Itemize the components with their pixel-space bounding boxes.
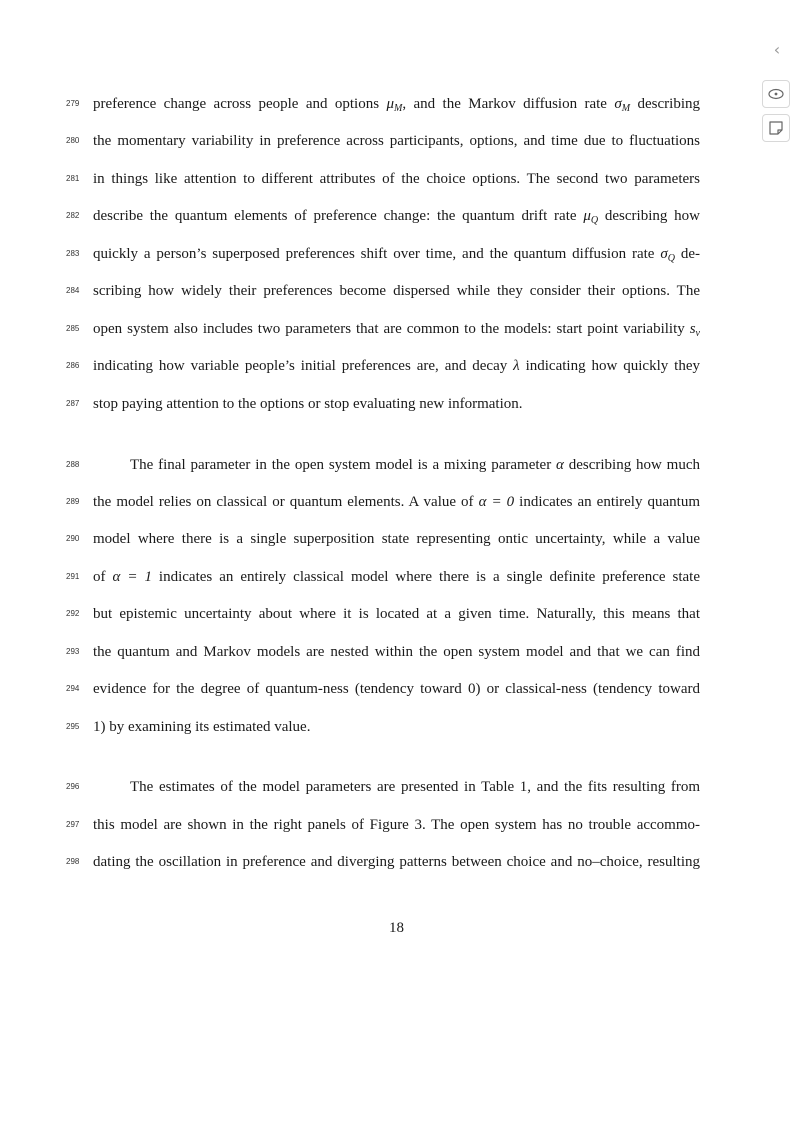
- text-line: the quantum and Markov models are nested within the open system model and that we can find: [93, 644, 700, 660]
- text-line: indicating how variable people’s initial preferences are, and decay λ indicating how quickly they: [93, 358, 700, 374]
- text-line: open system also includes two parameters that are common to the models: start point variability $s_v$: [93, 321, 700, 339]
- line-number: 280: [66, 136, 80, 145]
- text-line: the model relies on classical or quantum elements. A value of α = 0 indicates an entirely quantum: [93, 494, 700, 510]
- line-number: 279: [66, 99, 80, 108]
- line-number: 294: [66, 684, 80, 693]
- sticky-note-icon: [768, 120, 784, 136]
- text-line: but epistemic uncertainty about where it is located at a given time. Naturally, this means that: [93, 606, 700, 622]
- text-line: The final parameter in the open system model is a mixing parameter α describing how much: [130, 457, 701, 473]
- page-number: 18: [389, 920, 404, 936]
- collapse-sidebar-button[interactable]: [769, 40, 785, 60]
- notes-button[interactable]: [762, 114, 790, 142]
- text-line: describe the quantum elements of preference change: the quantum drift rate $\mu_Q$ describing how: [93, 208, 700, 226]
- line-number: 285: [66, 324, 80, 333]
- line-number: 297: [66, 820, 80, 829]
- line-number: 287: [66, 399, 80, 408]
- text-line: stop paying attention to the options or stop evaluating new information.: [93, 396, 523, 412]
- text-line: scribing how widely their preferences become dispersed while they consider their options. The: [93, 283, 700, 299]
- text-line: in things like attention to different attributes of the choice options. The second two parameters: [93, 171, 700, 187]
- line-number: 286: [66, 361, 80, 370]
- text-line: 1) by examining its estimated value.: [93, 719, 311, 735]
- line-number: 290: [66, 534, 80, 543]
- line-number: 296: [66, 782, 80, 791]
- line-number: 284: [66, 286, 80, 295]
- view-toggle-button[interactable]: [762, 80, 790, 108]
- line-number: 282: [66, 211, 80, 220]
- line-number: 283: [66, 249, 80, 258]
- text-line: quickly a person’s superposed preferences shift over time, and the quantum diffusion rate $\sigma_Q$ de-: [93, 246, 700, 264]
- text-line: preference change across people and options $\mu_M$, and the Markov diffusion rate $\sigma_M$ describing: [93, 96, 701, 114]
- line-number: 292: [66, 609, 80, 618]
- text-line: this model are shown in the right panels of Figure 3. The open system has no trouble accommo-: [93, 817, 700, 833]
- text-line: of α = 1 indicates an entirely classical model where there is a single definite preference state: [93, 569, 700, 585]
- text-line: model where there is a single superposition state representing ontic uncertainty, while a value: [93, 531, 700, 547]
- chevron-left-icon: ‹: [773, 40, 781, 59]
- text-line: evidence for the degree of quantum-ness (tendency toward 0) or classical-ness (tendency toward: [93, 681, 700, 697]
- text-line: dating the oscillation in preference and diverging patterns between choice and no–choice, resulting: [93, 854, 700, 870]
- text-line: the momentary variability in preference across participants, options, and time due to fluctuations: [93, 133, 700, 149]
- line-number: 295: [66, 722, 80, 731]
- line-number: 281: [66, 174, 80, 183]
- line-number: 289: [66, 497, 80, 506]
- text-line: The estimates of the model parameters are presented in Table 1, and the fits resulting from: [130, 779, 700, 795]
- line-number: 298: [66, 857, 80, 866]
- eye-icon: [768, 88, 784, 100]
- line-number: 288: [66, 460, 80, 469]
- line-number: 293: [66, 647, 80, 656]
- line-number: 291: [66, 572, 80, 581]
